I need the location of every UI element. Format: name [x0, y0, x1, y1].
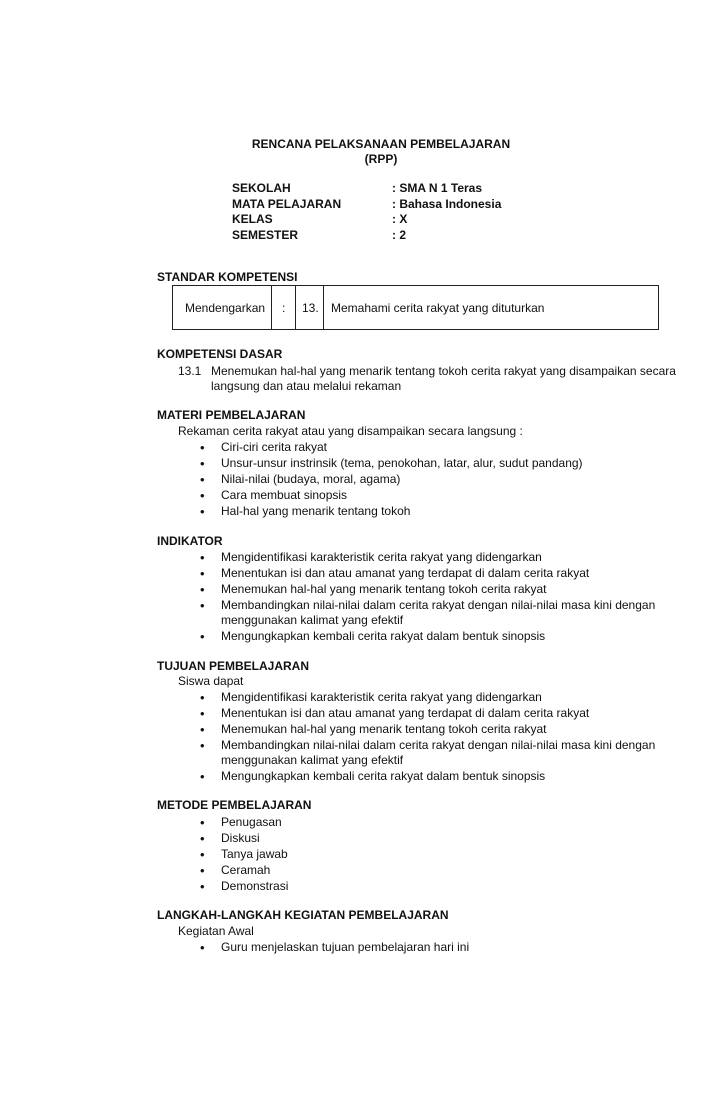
identity-value: : SMA N 1 Teras — [392, 181, 483, 195]
bullet-icon: • — [200, 831, 205, 846]
bullet-icon: • — [200, 738, 205, 753]
kd-text-line: langsung dan atau melalui rekaman — [211, 379, 402, 393]
document-page: RENCANA PELAKSANAAN PEMBELAJARAN (RPP) SEKOLAH : SMA N 1 Teras MATA PELAJARAN : Bahasa Indonesia KELAS : X SEMESTER : 2 STANDAR KOMPETENSI Mendengarkan : 13. Memahami cerita rakyat yang dituturkan KOMPETENSI DASAR 13.1 Menemukan hal-hal yang menarik tentang tokoh cerita rakyat yang disampaikan secara langsung dan atau melalui rekaman MATERI PEMBELAJARAN Rekaman cerita rakyat atau yang disampaikan secara langsung : • Ciri-ciri cerita rakyat • Unsur-unsur instrinsik (tema, penokohan, latar, alur, sudut pandang) • Nilai-nilai (budaya, moral, agama) • Cara membuat sinopsis • Hal-hal yang menarik tentang tokoh INDIKATOR • Mengidentifikasi karakteristik cerita rakyat yang didengarkan • Menentukan isi dan atau amanat yang terdapat di dalam cerita rakyat • Menemukan hal-hal yang menarik tentang tokoh cerita rakyat • Membandingkan nilai-nilai dalam cerita rakyat dengan nilai-nilai masa kini dengan menggunakan kalimat yang efektif • Mengungkapkan kembali cerita rakyat dalam bentuk sinopsis TUJUAN PEMBELAJARAN Siswa dapat • Mengidentifikasi karakteristik cerita rakyat yang didengarkan • Menentukan isi dan atau amanat yang terdapat di dalam cerita rakyat • Menemukan hal-hal yang menarik tentang tokoh cerita rakyat • Membandingkan nilai-nilai dalam cerita rakyat dengan nilai-nilai masa kini dengan menggunakan kalimat yang efektif • Mengungkapkan kembali cerita rakyat dalam bentuk sinopsis METODE PEMBELAJARAN • Penugasan • Diskusi • Tanya jawab • Ceramah • Demonstrasi LANGKAH-LANGKAH KEGIATAN PEMBELAJARAN Kegiatan Awal • Guru menjelaskan tujuan pembelajaran hari ini — [0, 0, 728, 1113]
sk-number: 13. — [302, 300, 319, 315]
list-item-text-justified: Membandingkan nilai-nilai dalam cerita rakyat dengan nilai-nilai masa kini dengan — [221, 598, 656, 612]
identity-label: SEMESTER — [232, 227, 299, 242]
list-item-continuation: menggunakan kalimat yang efektif — [221, 613, 404, 627]
identity-value: : 2 — [392, 227, 407, 242]
sk-text: Memahami cerita rakyat yang dituturkan — [331, 300, 545, 315]
kd-text-line: Menemukan hal-hal yang menarik tentang tokoh cerita rakyat yang disampaikan secara — [211, 364, 676, 378]
bullet-icon: • — [200, 629, 205, 644]
sk-colon: : — [282, 300, 286, 315]
bullet-icon: • — [200, 863, 205, 878]
document-subtitle: (RPP) — [364, 152, 398, 166]
kd-number: 13.1 — [178, 364, 202, 378]
table-divider — [271, 286, 272, 329]
bullet-icon: • — [200, 566, 205, 581]
identity-value: : Bahasa Indonesia — [392, 196, 502, 211]
section-heading-materi: MATERI PEMBELAJARAN — [157, 408, 306, 422]
bullet-icon: • — [200, 456, 205, 471]
langkah-intro: Kegiatan Awal — [178, 924, 254, 938]
identity-label: SEKOLAH — [232, 181, 291, 195]
bullet-icon: • — [200, 550, 205, 565]
bullet-icon: • — [200, 847, 205, 862]
section-heading-standar-kompetensi: STANDAR KOMPETENSI — [157, 270, 298, 284]
section-heading-langkah: LANGKAH-LANGKAH KEGIATAN PEMBELAJARAN — [157, 908, 449, 922]
identity-value: : X — [392, 212, 408, 226]
bullet-icon: • — [200, 815, 205, 830]
bullet-icon: • — [200, 472, 205, 487]
bullet-icon: • — [200, 582, 205, 597]
list-item-continuation: menggunakan kalimat yang efektif — [221, 753, 404, 767]
identity-label: KELAS — [232, 212, 273, 226]
section-heading-kompetensi-dasar: KOMPETENSI DASAR — [157, 347, 283, 361]
bullet-icon: • — [200, 598, 205, 613]
section-heading-indikator: INDIKATOR — [157, 534, 223, 548]
sk-aspect: Mendengarkan — [185, 300, 266, 315]
bullet-icon: • — [200, 504, 205, 519]
bullet-icon: • — [200, 940, 205, 955]
bullet-icon: • — [200, 488, 205, 503]
identity-label: MATA PELAJARAN — [232, 196, 342, 211]
section-heading-tujuan: TUJUAN PEMBELAJARAN — [157, 659, 310, 673]
bullet-icon: • — [200, 440, 205, 455]
bullet-icon: • — [200, 879, 205, 894]
materi-intro: Rekaman cerita rakyat atau yang disampaikan secara langsung : — [178, 424, 523, 438]
bullet-icon: • — [200, 690, 205, 705]
document-title: RENCANA PELAKSANAAN PEMBELAJARAN — [251, 137, 511, 151]
bullet-icon: • — [200, 722, 205, 737]
bullet-icon: • — [200, 769, 205, 784]
tujuan-intro: Siswa dapat — [178, 674, 244, 688]
table-divider — [323, 286, 324, 329]
list-item-text-justified: Membandingkan nilai-nilai dalam cerita rakyat dengan nilai-nilai masa kini dengan — [221, 738, 656, 752]
table-divider — [295, 286, 296, 329]
standar-kompetensi-table — [172, 285, 659, 330]
section-heading-metode: METODE PEMBELAJARAN — [157, 798, 312, 812]
bullet-icon: • — [200, 706, 205, 721]
